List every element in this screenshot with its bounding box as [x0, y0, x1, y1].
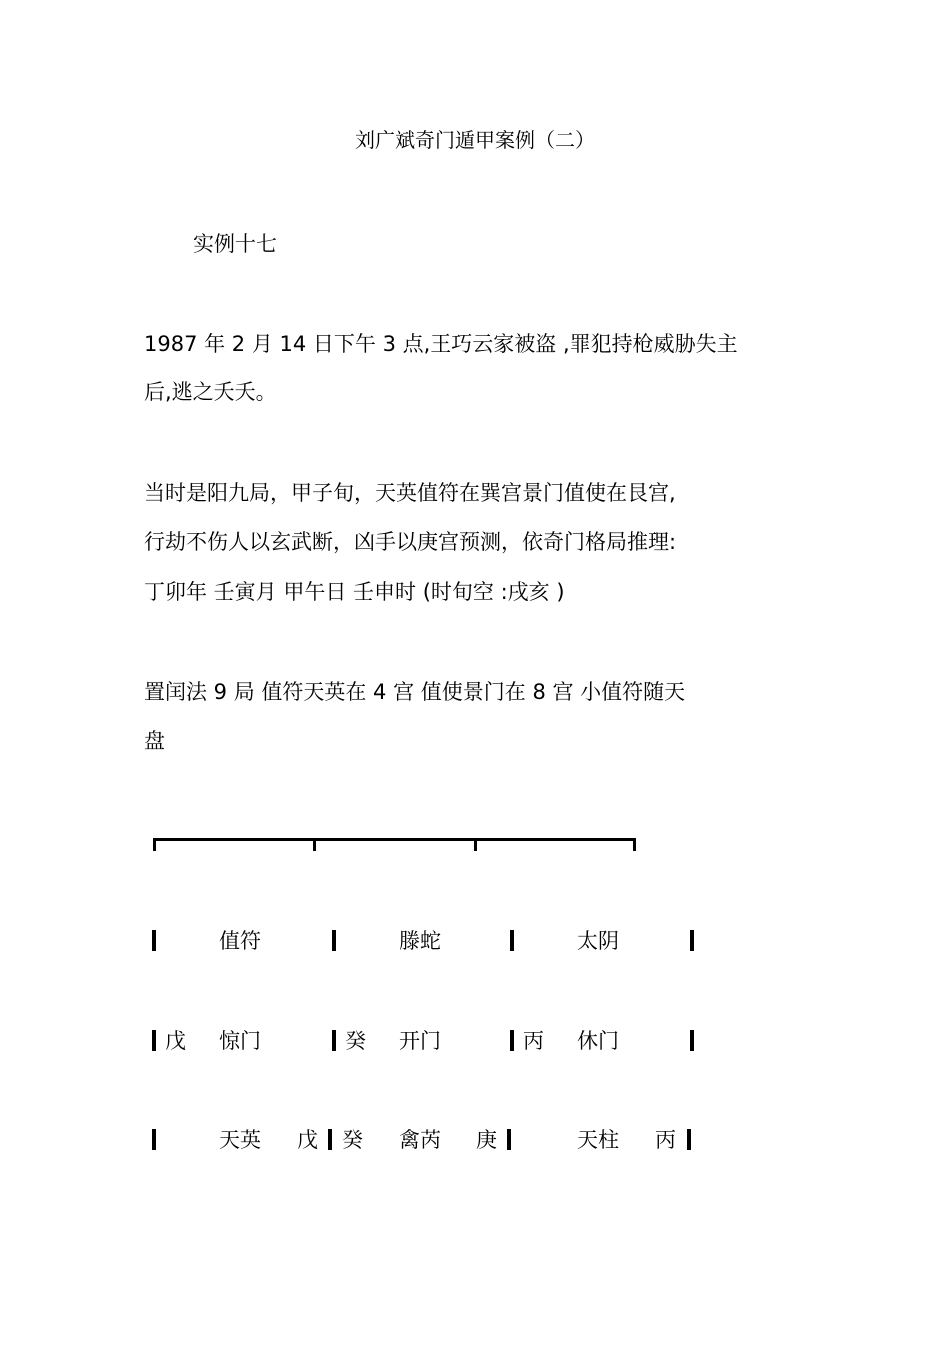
star-cell: 天柱 — [577, 1128, 619, 1152]
deity-cell: 值符 — [219, 929, 261, 953]
stem-cell: 癸 — [342, 1128, 363, 1152]
door-cell: 休门 — [577, 1029, 619, 1053]
document-title: 刘广斌奇门遁甲案例（二） — [355, 128, 595, 152]
stem-cell: 丙 — [523, 1029, 544, 1053]
example-heading: 实例十七 — [193, 232, 277, 256]
stem-cell: 癸 — [345, 1029, 366, 1053]
door-cell: 开门 — [399, 1029, 441, 1053]
door-cell: 惊门 — [219, 1029, 261, 1053]
paragraph-1-line-2: 后,逃之夭夭。 — [144, 380, 277, 404]
deity-cell: 太阴 — [577, 929, 619, 953]
paragraph-2-line-3: 丁卯年 壬寅月 甲午日 壬申时 (时旬空 :戌亥 ) — [144, 580, 565, 604]
paragraph-3-line-2: 盘 — [144, 729, 165, 753]
stem-cell: 丙 — [655, 1128, 676, 1152]
star-cell: 禽芮 — [399, 1128, 441, 1152]
paragraph-2-line-2: 行劫不伤人以玄武断，凶手以庚宫预测，依奇门格局推理: — [144, 530, 677, 554]
stem-cell: 庚 — [476, 1128, 497, 1152]
paragraph-2-line-1: 当时是阳九局，甲子旬，天英值符在巽宫景门值使在艮宫, — [144, 481, 676, 505]
deity-cell: 滕蛇 — [399, 929, 441, 953]
star-cell: 天英 — [219, 1128, 261, 1152]
paragraph-3-line-1: 置闰法 9 局 值符天英在 4 宫 值使景门在 8 宫 小值符随天 — [144, 680, 686, 704]
paragraph-1-line-1: 1987 年 2 月 14 日下午 3 点,王巧云家被盗 ,罪犯持枪威胁失主 — [144, 332, 738, 356]
stem-cell: 戊 — [297, 1128, 318, 1152]
stem-cell: 戊 — [165, 1029, 186, 1053]
